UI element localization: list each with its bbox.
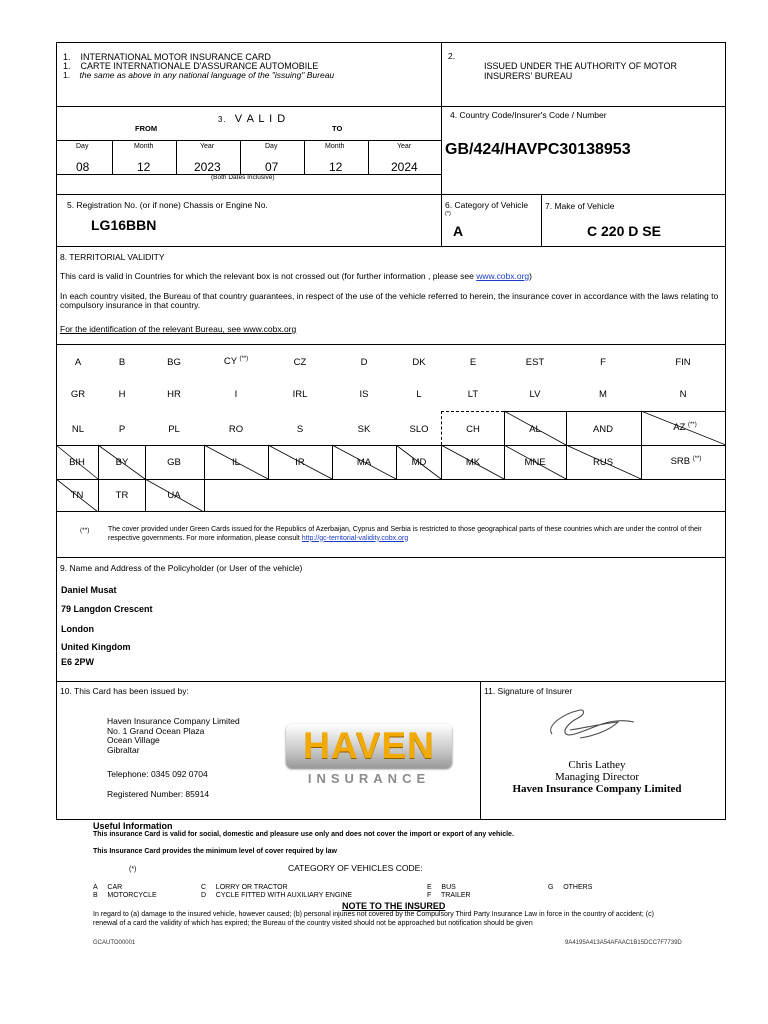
month-from-header: Month: [134, 143, 154, 150]
issuer-label: 10. This Card has been issued by:: [60, 686, 189, 696]
footer-left-code: GCAUTO00001: [93, 940, 136, 946]
country-d: D: [360, 357, 368, 368]
policyholder-city: London: [61, 624, 94, 634]
country-code-label: 4. Country Code/Insurer's Code / Number: [450, 110, 607, 120]
category-code-title: CATEGORY OF VEHICLES CODE:: [288, 863, 423, 873]
country-srb: SRB (**): [670, 456, 702, 468]
signature-label: 11. Signature of Insurer: [484, 686, 573, 696]
authority-text: ISSUED UNDER THE AUTHORITY OF MOTOR INSURERS' BUREAU: [484, 61, 678, 81]
country-tn: TN: [70, 490, 84, 501]
country-tr: TR: [115, 490, 129, 501]
cobx-link[interactable]: www.cobx.org: [476, 271, 530, 281]
category-star: (*): [445, 211, 451, 217]
country-rus: RUS: [592, 457, 614, 468]
country-mne: MNE: [524, 457, 546, 468]
country-gr: GR: [70, 389, 86, 400]
country-is: IS: [359, 389, 369, 400]
country-bg: BG: [167, 357, 181, 368]
country-h: H: [118, 389, 126, 400]
logo-subtitle: INSURANCE: [307, 771, 431, 786]
box2-number: 2.: [448, 51, 456, 61]
valid-title: 3. V A L I D: [218, 113, 287, 125]
note-title: NOTE TO THE INSURED: [342, 901, 446, 911]
category-value: A: [453, 223, 464, 239]
country-p: P: [118, 424, 126, 435]
country-bih: BIH: [69, 457, 85, 468]
header-line2: 1. CARTE INTERNATIONALE D'ASSURANCE AUTOMOBILE: [63, 61, 319, 71]
note-text: In regard to (a) damage to the insured vehicle, however caused; (b) personal injuries not covered by the Compulsory Third Party Insurance Law in force in the country of accident; (c) renewal of a card the validity of which has expired; the Bureau of the country visited should not be approached but notification should be given: [93, 911, 654, 927]
country-ma: MA: [356, 457, 372, 468]
haven-logo: [284, 722, 454, 792]
year-to-header: Year: [397, 143, 412, 150]
signature-title: Managing Director: [555, 771, 639, 783]
country-code-value: GB/424/HAVPC30138953: [445, 141, 631, 158]
category-star-mark: (*): [129, 866, 137, 873]
restriction-note: The cover provided under Green Cards issued for the Republics of Azerbaijan, Cyprus and Serbia is restricted to those geographical parts of these countries which are under the control of their respective governments. For more information, please consult http://gc-territorial-validity.cobx.org: [108, 526, 702, 542]
territorial-title: 8. TERRITORIAL VALIDITY: [60, 252, 165, 262]
country-l: L: [416, 389, 422, 400]
header-line3: 1. the same as above in any national language of the "issuing" Bureau: [63, 70, 335, 80]
issuer-registered: Registered Number: 85914: [107, 789, 210, 799]
country-gb: GB: [167, 457, 181, 468]
country-lv: LV: [529, 389, 541, 400]
country-md: MD: [411, 457, 427, 468]
useful-title: Useful Information: [93, 821, 173, 831]
country-cz: CZ: [293, 357, 307, 368]
country-by: BY: [115, 457, 129, 468]
code-f: F TRAILER: [427, 892, 471, 899]
country-f: F: [600, 357, 606, 368]
territorial-p1: This card is valid in Countries for which the relevant box is not crossed out (for further information , please see www.cobx.org): [60, 271, 532, 281]
month-to-value: 12: [329, 160, 343, 174]
from-label: FROM: [135, 124, 158, 133]
day-to-header: Day: [265, 143, 278, 150]
month-to-header: Month: [325, 143, 345, 150]
category-label: 6. Category of Vehicle: [445, 200, 529, 210]
policyholder-street: 79 Langdon Crescent: [61, 604, 153, 614]
country-dk: DK: [412, 357, 426, 368]
country-lt: LT: [467, 389, 479, 400]
registration-value: LG16BBN: [91, 217, 157, 233]
country-il: IL: [232, 457, 240, 468]
make-value: C 220 D SE: [587, 223, 661, 239]
country-a: A: [74, 357, 82, 368]
useful-line2: This Insurance Card provides the minimum level of cover required by law: [93, 848, 337, 855]
country-i: I: [234, 389, 238, 400]
issuer-telephone: Telephone: 0345 092 0704: [107, 769, 208, 779]
code-b: B MOTORCYCLE: [93, 892, 157, 899]
registration-label: 5. Registration No. (or if none) Chassis or Engine No.: [67, 200, 268, 210]
country-and: AND: [592, 424, 614, 435]
day-from-header: Day: [76, 143, 89, 150]
make-label: 7. Make of Vehicle: [545, 201, 615, 211]
signature-company: Haven Insurance Company Limited: [512, 783, 682, 795]
year-from-header: Year: [200, 143, 215, 150]
country-hr: HR: [167, 389, 181, 400]
code-g: G OTHERS: [548, 884, 593, 891]
day-to-value: 07: [265, 160, 279, 174]
territorial-p3: For the identification of the relevant Bureau, see www.cobx.org: [60, 324, 297, 334]
restriction-marker: (**): [80, 527, 90, 534]
country-pl: PL: [168, 424, 180, 435]
country-az: AZ (**): [673, 422, 697, 434]
signature-scribble: [540, 700, 640, 750]
issuer-addr3: Gibraltar: [107, 745, 140, 755]
code-d: D CYCLE FITTED WITH AUXILIARY ENGINE: [201, 892, 353, 899]
country-ua: UA: [167, 490, 181, 501]
country-n: N: [679, 389, 687, 400]
country-mk: MK: [465, 457, 481, 468]
country-cy: CY (**): [223, 356, 249, 368]
country-ch: CH: [466, 424, 480, 435]
footer-right-code: 9A4195A413A54AFAAC1B15DCC7F7739D: [565, 940, 682, 946]
policyholder-section: [56, 557, 726, 682]
year-from-value: 2023: [194, 160, 221, 174]
dates-inclusive-note: (Both Dates Inclusive): [211, 174, 275, 181]
country-m: M: [599, 389, 607, 400]
to-label: TO: [332, 124, 343, 133]
country-e: E: [469, 357, 477, 368]
country-al: AL: [529, 424, 541, 435]
policyholder-label: 9. Name and Address of the Policyholder (or User of the vehicle): [60, 563, 303, 573]
country-b: B: [118, 357, 126, 368]
country-sk: SK: [357, 424, 371, 435]
policyholder-country: United Kingdom: [61, 642, 131, 652]
day-from-value: 08: [76, 160, 90, 174]
country-est: EST: [525, 357, 545, 368]
logo-wordmark: HAVEN: [303, 725, 435, 766]
issuer-addr2: Ocean Village: [107, 735, 160, 745]
month-from-value: 12: [137, 160, 151, 174]
country-nl: NL: [71, 424, 85, 435]
issuer-addr1: No. 1 Grand Ocean Plaza: [107, 726, 205, 736]
issuer-company: Haven Insurance Company Limited: [107, 716, 240, 726]
country-fin: FIN: [675, 357, 691, 368]
territorial-validity-link[interactable]: http://gc-territorial-validity.cobx.org: [301, 534, 409, 542]
country-ro: RO: [228, 424, 244, 435]
country-irl: IRL: [292, 389, 308, 400]
header-line1: 1. INTERNATIONAL MOTOR INSURANCE CARD: [63, 52, 271, 62]
country-s: S: [296, 424, 304, 435]
crossed-out-countries: [56, 344, 726, 512]
policyholder-name: Daniel Musat: [61, 585, 117, 595]
country-slo: SLO: [409, 424, 429, 435]
code-a: A CAR: [93, 884, 123, 891]
code-e: E BUS: [427, 884, 456, 891]
useful-line1: This insurance Card is valid for social, domestic and pleasure use only and does not cover the import or export of any vehicle.: [93, 831, 514, 838]
year-to-value: 2024: [391, 160, 418, 174]
territorial-p2: In each country visited, the Bureau of that country guarantees, in respect of the use of the vehicle referred to herein, the insurance cover in accordance with the laws relating to compulsory insurance in that country.: [60, 291, 719, 310]
code-c: C LORRY OR TRACTOR: [201, 884, 288, 891]
policyholder-postcode: E6 2PW: [61, 657, 95, 667]
country-ir: IR: [295, 457, 305, 468]
signature-name: Chris Lathey: [568, 759, 626, 771]
